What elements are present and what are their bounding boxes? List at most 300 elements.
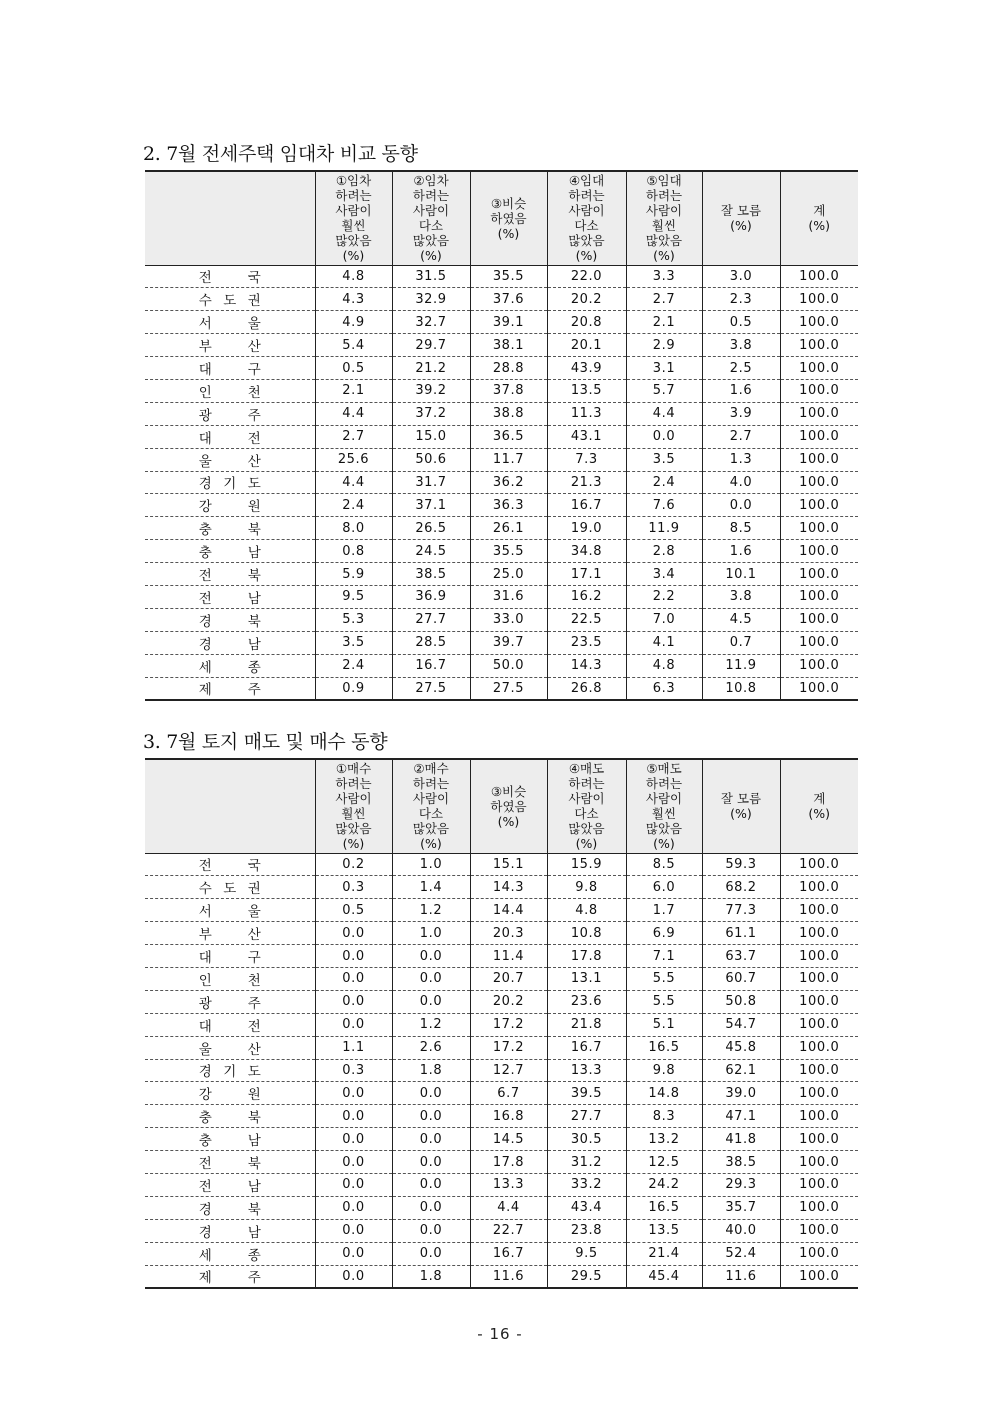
value-cell: 100.0 — [780, 357, 858, 380]
value-cell: 13.2 — [626, 1128, 702, 1151]
value-cell: 50.6 — [392, 448, 470, 471]
table-row — [145, 990, 858, 1013]
value-cell: 2.7 — [315, 425, 392, 448]
value-cell: 12.7 — [470, 1059, 547, 1082]
region-cell — [145, 379, 315, 402]
value-cell: 25.0 — [470, 563, 547, 586]
region-label: 세 종 — [198, 659, 261, 676]
region-label: 전 북 — [198, 568, 261, 585]
value-cell: 1.8 — [392, 1059, 470, 1082]
column-header-line: (%) — [342, 836, 365, 852]
value-cell: 0.0 — [392, 1128, 470, 1151]
region-label: 대 전 — [198, 1018, 261, 1035]
value-cell: 2.3 — [702, 288, 780, 311]
value-cell: 9.5 — [547, 1242, 626, 1265]
region-cell — [145, 1128, 315, 1151]
value-cell: 100.0 — [780, 311, 858, 334]
table-row — [145, 922, 858, 945]
value-cell: 1.0 — [392, 853, 470, 876]
value-cell: 13.5 — [626, 1219, 702, 1242]
column-header-line: 하려는 — [412, 776, 450, 792]
value-cell: 0.0 — [392, 967, 470, 990]
column-header-line: 다소 — [418, 218, 444, 234]
column-header — [392, 171, 470, 265]
value-cell: 2.1 — [626, 311, 702, 334]
column-header — [780, 759, 858, 853]
region-label: 광 주 — [198, 407, 261, 424]
value-cell: 11.9 — [702, 654, 780, 677]
column-header-line: ②임차 — [413, 173, 449, 189]
value-cell: 8.0 — [315, 517, 392, 540]
value-cell: 37.1 — [392, 494, 470, 517]
value-cell: 4.8 — [315, 265, 392, 288]
table-row — [145, 334, 858, 357]
value-cell: 0.0 — [315, 1105, 392, 1128]
value-cell: 20.7 — [470, 967, 547, 990]
value-cell: 100.0 — [780, 471, 858, 494]
value-cell: 100.0 — [780, 379, 858, 402]
value-cell: 2.6 — [392, 1036, 470, 1059]
value-cell: 30.5 — [547, 1128, 626, 1151]
value-cell: 35.7 — [702, 1196, 780, 1219]
region-cell — [145, 494, 315, 517]
value-cell: 7.0 — [626, 608, 702, 631]
value-cell: 29.7 — [392, 334, 470, 357]
value-cell: 100.0 — [780, 945, 858, 968]
column-header — [626, 759, 702, 853]
value-cell: 6.3 — [626, 677, 702, 700]
value-cell: 21.3 — [547, 471, 626, 494]
table-row — [145, 1242, 858, 1265]
region-label: 충 남 — [198, 545, 261, 562]
column-header-line: ⑤매도 — [646, 761, 682, 777]
column-header-line: 많았음 — [412, 233, 450, 249]
column-header-line: 훨씬 — [341, 218, 366, 234]
value-cell: 16.2 — [547, 585, 626, 608]
column-header-line: 많았음 — [335, 821, 372, 837]
value-cell: 33.2 — [547, 1173, 626, 1196]
value-cell: 100.0 — [780, 853, 858, 876]
value-cell: 0.3 — [315, 1059, 392, 1082]
table-row — [145, 1265, 858, 1288]
value-cell: 26.8 — [547, 677, 626, 700]
region-label: 인 천 — [198, 972, 261, 989]
value-cell: 1.2 — [392, 899, 470, 922]
value-cell: 0.0 — [392, 1082, 470, 1105]
value-cell: 9.5 — [315, 585, 392, 608]
value-cell: 39.2 — [392, 379, 470, 402]
lease-comparison-table — [145, 170, 858, 701]
value-cell: 0.0 — [392, 1196, 470, 1219]
value-cell: 13.3 — [547, 1059, 626, 1082]
value-cell: 1.2 — [392, 1013, 470, 1036]
value-cell: 5.5 — [626, 990, 702, 1013]
value-cell: 5.9 — [315, 563, 392, 586]
column-header-line: 많았음 — [568, 821, 605, 837]
value-cell: 9.8 — [626, 1059, 702, 1082]
value-cell: 0.0 — [392, 1105, 470, 1128]
region-cell — [145, 631, 315, 654]
value-cell: 14.3 — [470, 876, 547, 899]
value-cell: 77.3 — [702, 899, 780, 922]
region-label: 경 기 도 — [198, 1064, 261, 1081]
column-header-line: 잘 모름 — [720, 203, 762, 219]
value-cell: 1.8 — [392, 1265, 470, 1288]
column-header-line: 하려는 — [568, 776, 605, 792]
table-row — [145, 402, 858, 425]
region-label: 부 산 — [198, 339, 261, 356]
value-cell: 29.3 — [702, 1173, 780, 1196]
value-cell: 8.3 — [626, 1105, 702, 1128]
value-cell: 3.8 — [702, 334, 780, 357]
value-cell: 100.0 — [780, 990, 858, 1013]
column-header-line: 다소 — [418, 806, 444, 822]
value-cell: 4.8 — [547, 899, 626, 922]
value-cell: 10.1 — [702, 563, 780, 586]
value-cell: 21.4 — [626, 1242, 702, 1265]
value-cell: 5.4 — [315, 334, 392, 357]
table-row — [145, 311, 858, 334]
land-trade-table — [145, 758, 858, 1289]
region-cell — [145, 990, 315, 1013]
value-cell: 2.9 — [626, 334, 702, 357]
value-cell: 100.0 — [780, 922, 858, 945]
value-cell: 100.0 — [780, 1082, 858, 1105]
value-cell: 0.0 — [315, 1151, 392, 1174]
value-cell: 34.8 — [547, 540, 626, 563]
value-cell: 1.1 — [315, 1036, 392, 1059]
column-header-line: (%) — [653, 836, 675, 852]
value-cell: 39.0 — [702, 1082, 780, 1105]
column-header-line: 계 — [813, 203, 826, 219]
region-label: 광 주 — [198, 995, 261, 1012]
value-cell: 100.0 — [780, 563, 858, 586]
value-cell: 38.5 — [392, 563, 470, 586]
table-header-row — [145, 759, 858, 853]
region-label: 수 도 권 — [198, 293, 261, 310]
table-row — [145, 654, 858, 677]
value-cell: 3.5 — [315, 631, 392, 654]
region-cell — [145, 425, 315, 448]
value-cell: 14.8 — [626, 1082, 702, 1105]
value-cell: 17.1 — [547, 563, 626, 586]
column-header-line: 사람이 — [335, 203, 372, 219]
region-cell — [145, 1219, 315, 1242]
value-cell: 43.9 — [547, 357, 626, 380]
value-cell: 0.8 — [315, 540, 392, 563]
value-cell: 21.8 — [547, 1013, 626, 1036]
table-row — [145, 1105, 858, 1128]
value-cell: 0.9 — [315, 677, 392, 700]
value-cell: 100.0 — [780, 448, 858, 471]
value-cell: 2.8 — [626, 540, 702, 563]
column-header-line: (%) — [497, 225, 520, 241]
value-cell: 11.9 — [626, 517, 702, 540]
value-cell: 16.8 — [470, 1105, 547, 1128]
value-cell: 5.5 — [626, 967, 702, 990]
column-header — [470, 171, 547, 265]
column-header-line: 많았음 — [568, 233, 605, 249]
value-cell: 16.7 — [547, 494, 626, 517]
column-header-line: (%) — [497, 813, 520, 829]
value-cell: 13.3 — [470, 1173, 547, 1196]
region-cell — [145, 311, 315, 334]
region-cell — [145, 471, 315, 494]
value-cell: 0.7 — [702, 631, 780, 654]
column-header-line: 사람이 — [568, 203, 605, 219]
value-cell: 8.5 — [702, 517, 780, 540]
value-cell: 25.6 — [315, 448, 392, 471]
table-row — [145, 1013, 858, 1036]
value-cell: 52.4 — [702, 1242, 780, 1265]
value-cell: 1.6 — [702, 540, 780, 563]
region-cell — [145, 967, 315, 990]
value-cell: 0.0 — [392, 1173, 470, 1196]
table-row — [145, 1036, 858, 1059]
region-label: 대 구 — [198, 950, 261, 966]
table-row — [145, 631, 858, 654]
value-cell: 14.3 — [547, 654, 626, 677]
value-cell: 50.8 — [702, 990, 780, 1013]
value-cell: 17.2 — [470, 1036, 547, 1059]
value-cell: 100.0 — [780, 1036, 858, 1059]
value-cell: 35.5 — [470, 540, 547, 563]
column-header — [780, 171, 858, 265]
column-header-line: 하려는 — [645, 188, 683, 204]
region-cell — [145, 899, 315, 922]
value-cell: 28.5 — [392, 631, 470, 654]
value-cell: 100.0 — [780, 1059, 858, 1082]
column-header-line: 사람이 — [568, 791, 605, 807]
column-header-line: (%) — [808, 806, 831, 822]
column-header-line: 많았음 — [645, 821, 683, 837]
value-cell: 26.1 — [470, 517, 547, 540]
value-cell: 0.2 — [315, 853, 392, 876]
value-cell: 13.1 — [547, 967, 626, 990]
region-label: 충 북 — [198, 1110, 261, 1127]
table-row — [145, 967, 858, 990]
region-label: 강 원 — [198, 499, 261, 516]
column-header-line: (%) — [730, 218, 752, 234]
value-cell: 43.4 — [547, 1196, 626, 1219]
region-label: 수 도 권 — [198, 881, 261, 898]
column-header-line: 계 — [813, 791, 826, 807]
table-row — [145, 945, 858, 968]
value-cell: 100.0 — [780, 1105, 858, 1128]
table-row — [145, 1059, 858, 1082]
value-cell: 4.9 — [315, 311, 392, 334]
value-cell: 100.0 — [780, 334, 858, 357]
value-cell: 100.0 — [780, 677, 858, 700]
region-cell — [145, 654, 315, 677]
value-cell: 100.0 — [780, 1128, 858, 1151]
value-cell: 68.2 — [702, 876, 780, 899]
value-cell: 16.7 — [392, 654, 470, 677]
value-cell: 24.5 — [392, 540, 470, 563]
value-cell: 0.0 — [315, 1082, 392, 1105]
column-header-line: 다소 — [574, 806, 599, 822]
value-cell: 0.0 — [315, 1173, 392, 1196]
table-row — [145, 853, 858, 876]
value-cell: 62.1 — [702, 1059, 780, 1082]
table-row — [145, 540, 858, 563]
region-label: 경 북 — [198, 613, 261, 630]
table-row — [145, 1128, 858, 1151]
column-header-line: 다소 — [574, 218, 599, 234]
region-cell — [145, 1173, 315, 1196]
header-corner-cell — [145, 171, 315, 265]
region-cell — [145, 1105, 315, 1128]
value-cell: 5.1 — [626, 1013, 702, 1036]
value-cell: 4.4 — [626, 402, 702, 425]
region-cell — [145, 677, 315, 700]
value-cell: 1.7 — [626, 899, 702, 922]
value-cell: 20.2 — [470, 990, 547, 1013]
value-cell: 0.5 — [702, 311, 780, 334]
value-cell: 1.0 — [392, 922, 470, 945]
column-header-line: (%) — [653, 248, 675, 264]
column-header-line: 훨씬 — [341, 806, 366, 822]
region-cell — [145, 945, 315, 968]
value-cell: 100.0 — [780, 265, 858, 288]
value-cell: 0.0 — [315, 1219, 392, 1242]
value-cell: 20.2 — [547, 288, 626, 311]
region-cell — [145, 288, 315, 311]
region-label: 전 국 — [198, 858, 261, 875]
column-header — [547, 759, 626, 853]
value-cell: 100.0 — [780, 1173, 858, 1196]
value-cell: 36.2 — [470, 471, 547, 494]
value-cell: 17.8 — [547, 945, 626, 968]
section-title-land-trend: 3. 7월 토지 매도 및 매수 동향 — [143, 731, 388, 753]
value-cell: 9.8 — [547, 876, 626, 899]
column-header-line: (%) — [420, 248, 442, 264]
value-cell: 5.3 — [315, 608, 392, 631]
table-row — [145, 517, 858, 540]
region-cell — [145, 922, 315, 945]
value-cell: 2.7 — [626, 288, 702, 311]
table-row — [145, 265, 858, 288]
value-cell: 27.5 — [470, 677, 547, 700]
value-cell: 0.0 — [315, 1013, 392, 1036]
region-cell — [145, 1013, 315, 1036]
column-header — [547, 171, 626, 265]
value-cell: 15.1 — [470, 853, 547, 876]
region-label: 경 기 도 — [198, 476, 261, 493]
value-cell: 100.0 — [780, 654, 858, 677]
value-cell: 100.0 — [780, 540, 858, 563]
value-cell: 0.0 — [315, 945, 392, 968]
region-cell — [145, 517, 315, 540]
value-cell: 0.0 — [392, 1151, 470, 1174]
column-header-line: ⑤임대 — [646, 173, 682, 189]
value-cell: 0.0 — [626, 425, 702, 448]
value-cell: 4.4 — [315, 471, 392, 494]
region-cell — [145, 1059, 315, 1082]
value-cell: 4.4 — [315, 402, 392, 425]
value-cell: 0.0 — [392, 990, 470, 1013]
region-label: 세 종 — [198, 1247, 261, 1264]
value-cell: 3.4 — [626, 563, 702, 586]
table-row — [145, 379, 858, 402]
value-cell: 0.0 — [392, 1242, 470, 1265]
value-cell: 16.7 — [470, 1242, 547, 1265]
value-cell: 11.6 — [470, 1265, 547, 1288]
column-header-line: 하려는 — [335, 188, 372, 204]
value-cell: 36.3 — [470, 494, 547, 517]
column-header-line: 훨씬 — [651, 218, 677, 234]
table-row — [145, 585, 858, 608]
value-cell: 24.2 — [626, 1173, 702, 1196]
table-header-row — [145, 171, 858, 265]
column-header-line: (%) — [575, 248, 598, 264]
value-cell: 22.5 — [547, 608, 626, 631]
table-row — [145, 677, 858, 700]
value-cell: 63.7 — [702, 945, 780, 968]
column-header-line: 잘 모름 — [720, 791, 762, 807]
region-cell — [145, 1196, 315, 1219]
value-cell: 4.3 — [315, 288, 392, 311]
value-cell: 37.8 — [470, 379, 547, 402]
value-cell: 15.9 — [547, 853, 626, 876]
region-cell — [145, 265, 315, 288]
table-row — [145, 288, 858, 311]
region-label: 경 남 — [198, 636, 261, 653]
column-header-line: ②매수 — [413, 761, 449, 777]
column-header-line: 하려는 — [645, 776, 683, 792]
table-row — [145, 448, 858, 471]
value-cell: 100.0 — [780, 876, 858, 899]
region-cell — [145, 853, 315, 876]
value-cell: 38.8 — [470, 402, 547, 425]
column-header-line: 많았음 — [645, 233, 683, 249]
region-cell — [145, 1151, 315, 1174]
value-cell: 14.4 — [470, 899, 547, 922]
value-cell: 17.2 — [470, 1013, 547, 1036]
region-label: 전 남 — [198, 1178, 261, 1195]
value-cell: 22.0 — [547, 265, 626, 288]
value-cell: 31.6 — [470, 585, 547, 608]
region-label: 대 전 — [198, 430, 261, 447]
value-cell: 40.0 — [702, 1219, 780, 1242]
column-header — [470, 759, 547, 853]
value-cell: 20.3 — [470, 922, 547, 945]
region-label: 충 북 — [198, 522, 261, 539]
value-cell: 0.5 — [315, 899, 392, 922]
value-cell: 50.0 — [470, 654, 547, 677]
value-cell: 1.6 — [702, 379, 780, 402]
value-cell: 26.5 — [392, 517, 470, 540]
value-cell: 100.0 — [780, 967, 858, 990]
value-cell: 4.8 — [626, 654, 702, 677]
table-row — [145, 494, 858, 517]
value-cell: 28.8 — [470, 357, 547, 380]
page-number: - 16 - — [477, 1325, 523, 1343]
value-cell: 2.4 — [626, 471, 702, 494]
region-label: 경 북 — [198, 1201, 261, 1218]
value-cell: 14.5 — [470, 1128, 547, 1151]
value-cell: 43.1 — [547, 425, 626, 448]
value-cell: 60.7 — [702, 967, 780, 990]
table-row — [145, 608, 858, 631]
column-header — [626, 171, 702, 265]
value-cell: 100.0 — [780, 631, 858, 654]
table-row — [145, 471, 858, 494]
value-cell: 100.0 — [780, 1013, 858, 1036]
value-cell: 41.8 — [702, 1128, 780, 1151]
value-cell: 100.0 — [780, 608, 858, 631]
region-label: 제 주 — [198, 1270, 261, 1287]
